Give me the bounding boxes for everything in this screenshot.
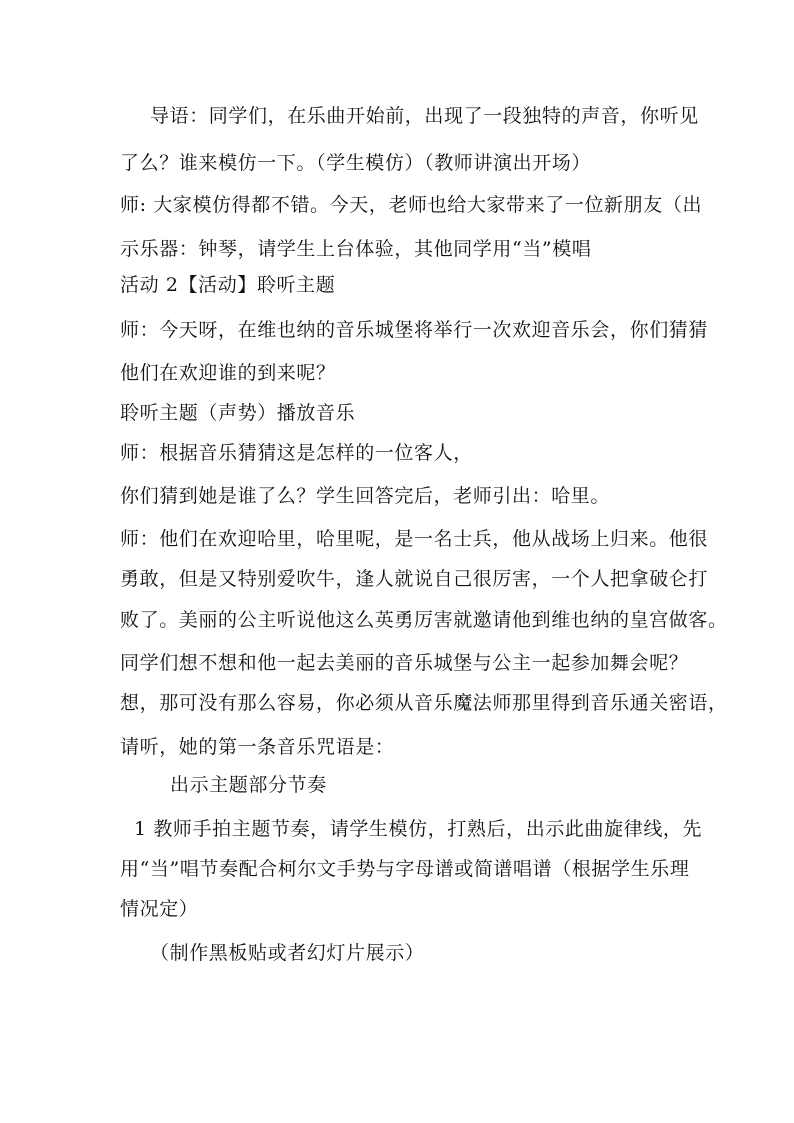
paragraph-concert-line-1: 师：今天呀，在维也纳的音乐城堡将举行一次欢迎音乐会，你们猜猜	[120, 319, 709, 341]
paragraph-story-line-4: 同学们想不想和他一起去美丽的音乐城堡与公主一起参加舞会呢？	[120, 652, 689, 674]
paragraph-teacher-line-2: 示乐器：钟琴，请学生上台体验，其他同学用“当”模唱	[120, 238, 592, 260]
paragraph-guess-line-2: 你们猜到她是谁了么？学生回答完后，老师引出：哈里。	[120, 485, 611, 507]
paragraph-listen-theme: 聆听主题（声势）播放音乐	[120, 402, 356, 424]
paragraph-step-1-line-1: 1 教师手拍主题节奏，请学生模仿，打熟后，出示此曲旋律线，先	[134, 818, 703, 840]
paragraph-concert-line-2: 他们在欢迎谁的到来呢？	[120, 362, 336, 384]
paragraph-teacher-line-1: 师: 大家模仿得都不错。今天，老师也给大家带来了一位新朋友（出	[120, 194, 703, 216]
paragraph-story-line-1: 师：他们在欢迎哈里，哈里呢，是一名士兵，他从战场上归来。他很	[120, 528, 709, 550]
paragraph-intro-line-2: 了么？谁来模仿一下。（学生模仿）（教师讲演出开场）	[120, 152, 592, 174]
paragraph-story-line-2: 勇敢，但是又特别爱吹牛，逢人就说自己很厉害，一个人把拿破仑打	[120, 568, 709, 590]
paragraph-intro-line-1: 导语：同学们，在乐曲开始前，出现了一段独特的声音，你听见	[150, 105, 699, 127]
paragraph-story-line-6: 请听，她的第一条音乐咒语是：	[120, 736, 395, 758]
paragraph-guess-line-1: 师：根据音乐猜猜这是怎样的一位客人，	[120, 442, 473, 464]
paragraph-show-rhythm: 出示主题部分节奏	[170, 774, 327, 796]
paragraph-step-1-line-2: 用“当”唱节奏配合柯尔文手势与字母谱或简谱唱谱（根据学生乐理	[120, 858, 690, 880]
paragraph-step-1-line-3: 情况定）	[120, 898, 199, 920]
paragraph-story-line-5: 想，那可没有那么容易，你必须从音乐魔法师那里得到音乐通关密语，	[120, 692, 728, 714]
paragraph-story-line-3: 败了。美丽的公主听说他这么英勇厉害就邀请他到维也纳的皇宫做客。	[120, 609, 728, 631]
paragraph-note: （制作黑板贴或者幻灯片展示）	[150, 942, 425, 964]
activity-heading: 活动 2【活动】聆听主题	[120, 274, 336, 296]
